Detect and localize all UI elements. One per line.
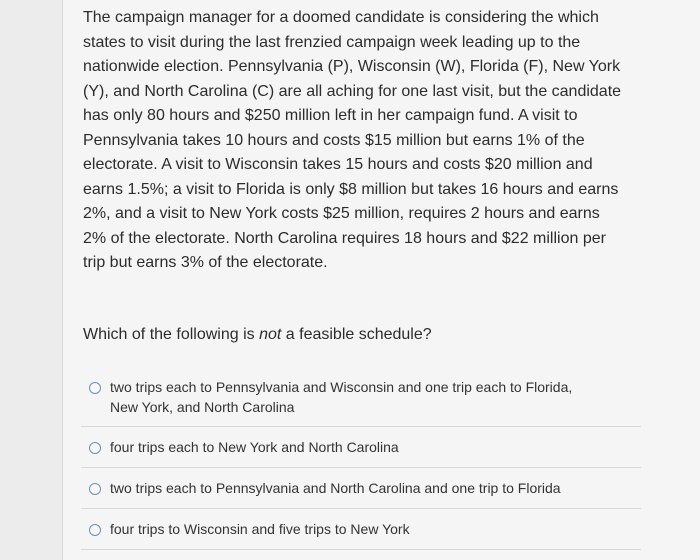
question-prompt (83, 323, 643, 347)
answer-option-label: two trips each to Pennsylvania and Wisconsin and one trip each to Florida, New York, and North Carolina (110, 379, 573, 415)
answer-option-label: four trips to Wisconsin and five trips to New York (110, 521, 410, 537)
answer-option-label: four trips each to New York and North Carolina (110, 439, 399, 455)
answer-option-1[interactable] (81, 368, 641, 427)
answer-option-2[interactable] (81, 427, 641, 468)
answer-option-4[interactable] (81, 509, 641, 550)
radio-button-3[interactable] (89, 483, 101, 495)
question-text: The campaign manager for a doomed candidate is considering the which states to visit during the last frenzied campaign week leading up to the nationwide election. Pennsylvania (P), Wisconsin (W), Florida (F), New York (Y), and North Carolina (C) are all aching for one last visit, but the candidate has only 80 hours and $250 million left in her campaign fund. A visit to Pennsylvania takes 10 hours and costs $15 million but earns 1% of the electorate. A visit to Wisconsin takes 15 hours and costs $20 million and earns 1.5%; a visit to Florida is only $8 million but takes 16 hours and earns 2%, and a visit to New York costs $25 million, requires 2 hours and earns 2% of the electorate. North Carolina requires 18 hours and $22 million per trip but earns 3% of the electorate. (83, 9, 622, 271)
prompt-before: Which of the following is (83, 326, 260, 343)
radio-button-4[interactable] (89, 524, 101, 536)
question-card (62, 0, 700, 560)
radio-button-2[interactable] (89, 442, 101, 454)
answer-option-3[interactable] (81, 468, 641, 509)
prompt-emphasis: not (259, 326, 282, 343)
answer-option-label: two trips each to Pennsylvania and North Carolina and one trip to Florida (110, 480, 561, 496)
prompt-after: a feasible schedule? (281, 326, 432, 343)
answer-options (81, 368, 641, 550)
radio-button-1[interactable] (89, 382, 101, 394)
